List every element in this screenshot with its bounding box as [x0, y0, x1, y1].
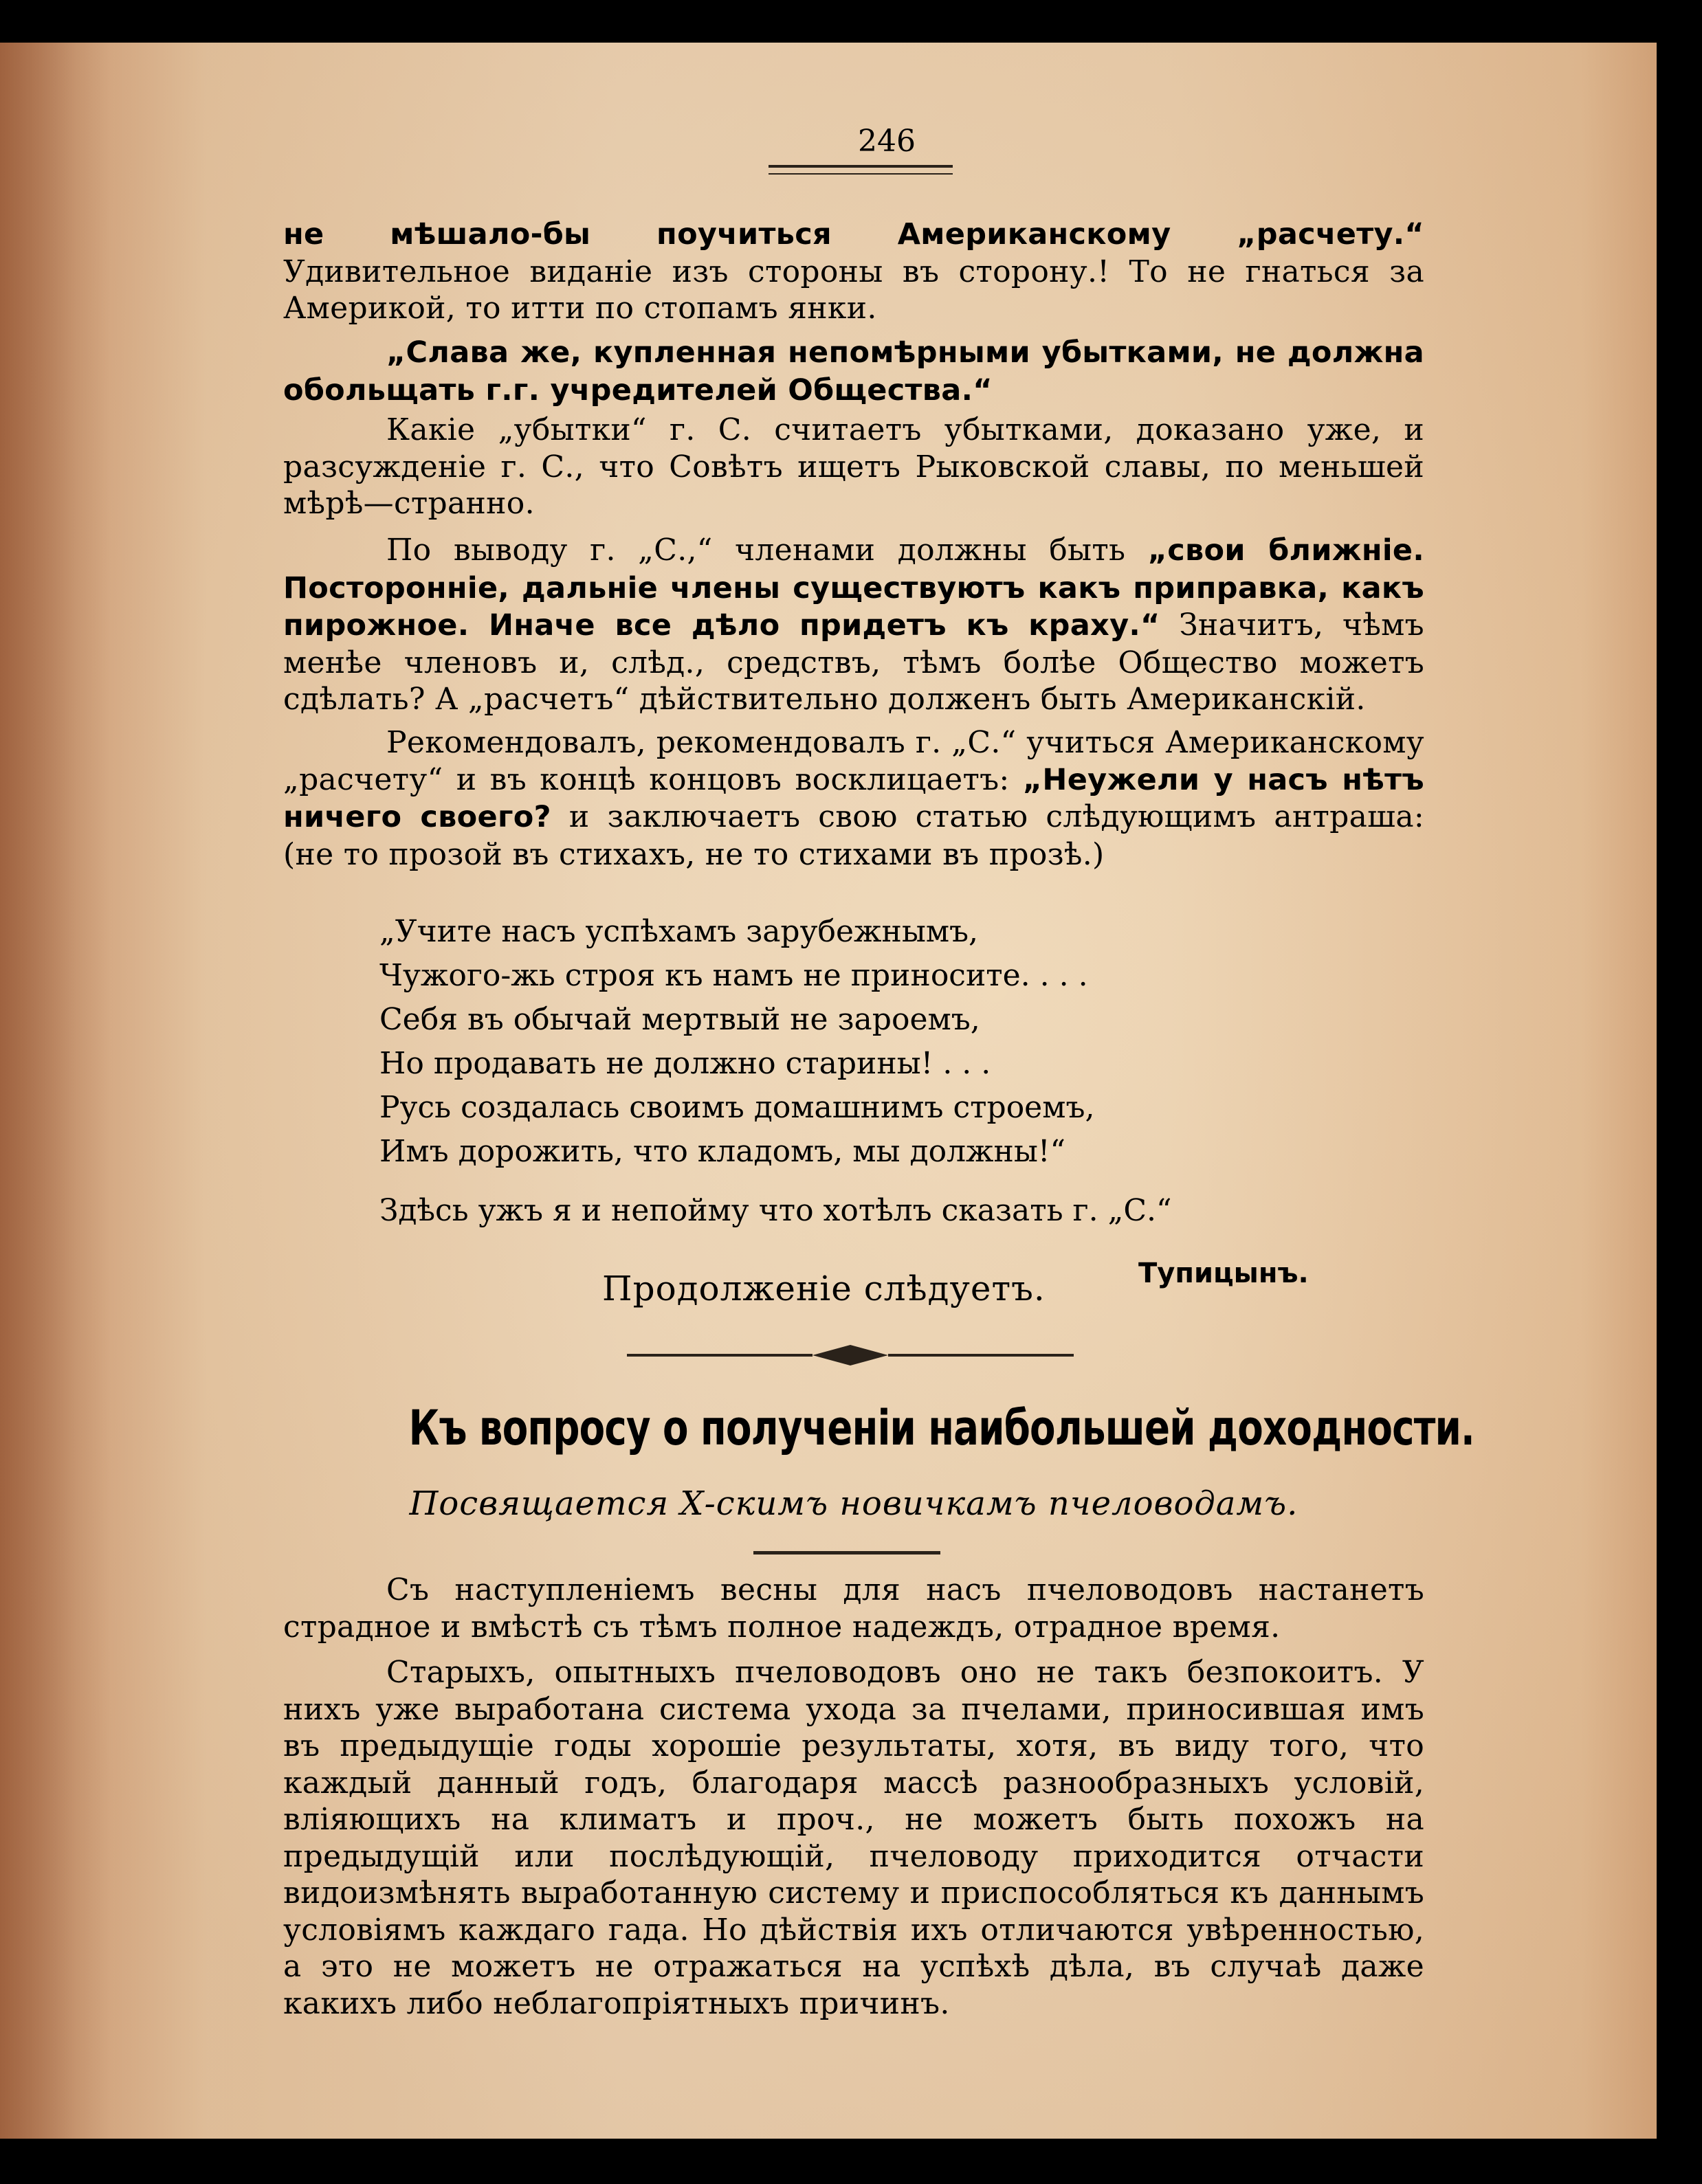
verse-line: Но продавать не должно старины! . . . — [379, 1046, 991, 1081]
paragraph-2 — [283, 334, 1424, 409]
book-page — [0, 43, 1657, 2139]
emphasis-text: „свои ближніе. Посторонніе, дальніе члены существуютъ какъ приправка, какъ пирожное. Иначе все дѣло придетъ къ краху.“ — [283, 533, 1424, 643]
body-text: и заключаетъ свою статью слѣдующимъ антраша: (не то прозой въ стихахъ, не то стихами въ прозѣ.) — [283, 799, 1424, 872]
title-rule — [753, 1551, 940, 1555]
paragraph-1 — [283, 216, 1424, 327]
header-rule — [769, 165, 953, 168]
body-text: Удивительное виданіе изъ стороны въ сторону.! То не гнаться за Америкой, то итти по стопамъ янки. — [283, 254, 1424, 326]
closing-line: Здѣсь ужъ я и непойму что хотѣлъ сказать г. „С.“ — [379, 1193, 1172, 1228]
verse-block — [379, 910, 1273, 1174]
verse-line: Чужого-жь строя къ намъ не приносите. . . . — [379, 958, 1088, 993]
verse-line: Себя въ обычай мертвый не зароемъ, — [379, 1002, 980, 1037]
body-text: Старыхъ, опытныхъ пчеловодовъ оно не такъ безпокоитъ. У нихъ уже выработана система ухода за пчелами, приносившая имъ въ предыдущіе годы хорошіе результаты, хотя, въ виду того, что каждый данный годъ, благодаря массѣ разнообразныхъ условій, вліяющихъ на климатъ и проч., не можетъ быть похожъ на предыдущій или послѣдующій, пчеловоду приходится отчасти видоизмѣнять выработанную систему и приспособляться къ даннымъ условіямъ каждаго гада. Но дѣйствія ихъ отличаются увѣренностью, а это не можетъ не отражаться на успѣхѣ дѣла, въ случаѣ даже какихъ либо неблагопріятныхъ причинъ. — [283, 1655, 1424, 2021]
emphasis-text: „Неужели у насъ нѣтъ ничего своего? — [283, 762, 1425, 834]
paragraph-4 — [283, 532, 1424, 718]
verse-line: „Учите насъ успѣхамъ зарубежнымъ, — [379, 914, 979, 949]
page-number: 246 — [858, 124, 916, 159]
article-title: Къ вопросу о полученіи наибольшей доходности. — [408, 1400, 1475, 1456]
emphasis-text: не мѣшало-бы поучиться Американскому „расчету.“ — [283, 217, 1424, 252]
paragraph-3 — [283, 412, 1424, 522]
emphasis-text: „Слава же, купленная непомѣрными убытками, не должна обольщать г.г. учредителей Общества.“ — [283, 335, 1424, 408]
page-gutter-shadow — [0, 43, 110, 2139]
article-dedication: Посвящается Х-скимъ новичкамъ пчеловодамъ. — [409, 1484, 1298, 1523]
verse-line: Русь создалась своимъ домашнимъ строемъ, — [379, 1090, 1095, 1125]
article-paragraph-2 — [283, 1654, 1424, 2022]
body-text: Какіе „убытки“ г. С. считаетъ убытками, доказано уже, и разсужденіе г. С., что Совѣтъ ищетъ Рыковской славы, по меньшей мѣрѣ—странно. — [283, 412, 1424, 521]
article-paragraph-1 — [283, 1572, 1424, 1645]
verse-line: Имъ дорожить, что кладомъ, мы должны!“ — [379, 1134, 1066, 1169]
body-text: Рекомендовалъ, рекомендовалъ г. „С.“ учиться Американскому „расчету“ и въ концѣ концовъ восклицаетъ: — [283, 725, 1424, 797]
body-text: Съ наступленіемъ весны для насъ пчеловодовъ настанетъ страдное и вмѣстѣ съ тѣмъ полное надеждъ, отрадное время. — [283, 1572, 1424, 1645]
header-rule-thin — [769, 173, 953, 175]
continuation-note: Продолженіе слѣдуетъ. — [602, 1269, 1046, 1308]
body-text: Значитъ, чѣмъ менѣе членовъ и, слѣд., средствъ, тѣмъ болѣе Общество можетъ сдѣлать? А „расчетъ“ дѣйствительно долженъ быть Американскій. — [283, 608, 1424, 717]
paragraph-5 — [283, 724, 1424, 873]
section-divider-ornament — [627, 1338, 1074, 1372]
body-text: По выводу г. „С.,“ членами должны быть — [386, 533, 1148, 568]
author-signature: Тупицынъ. — [1138, 1258, 1309, 1289]
